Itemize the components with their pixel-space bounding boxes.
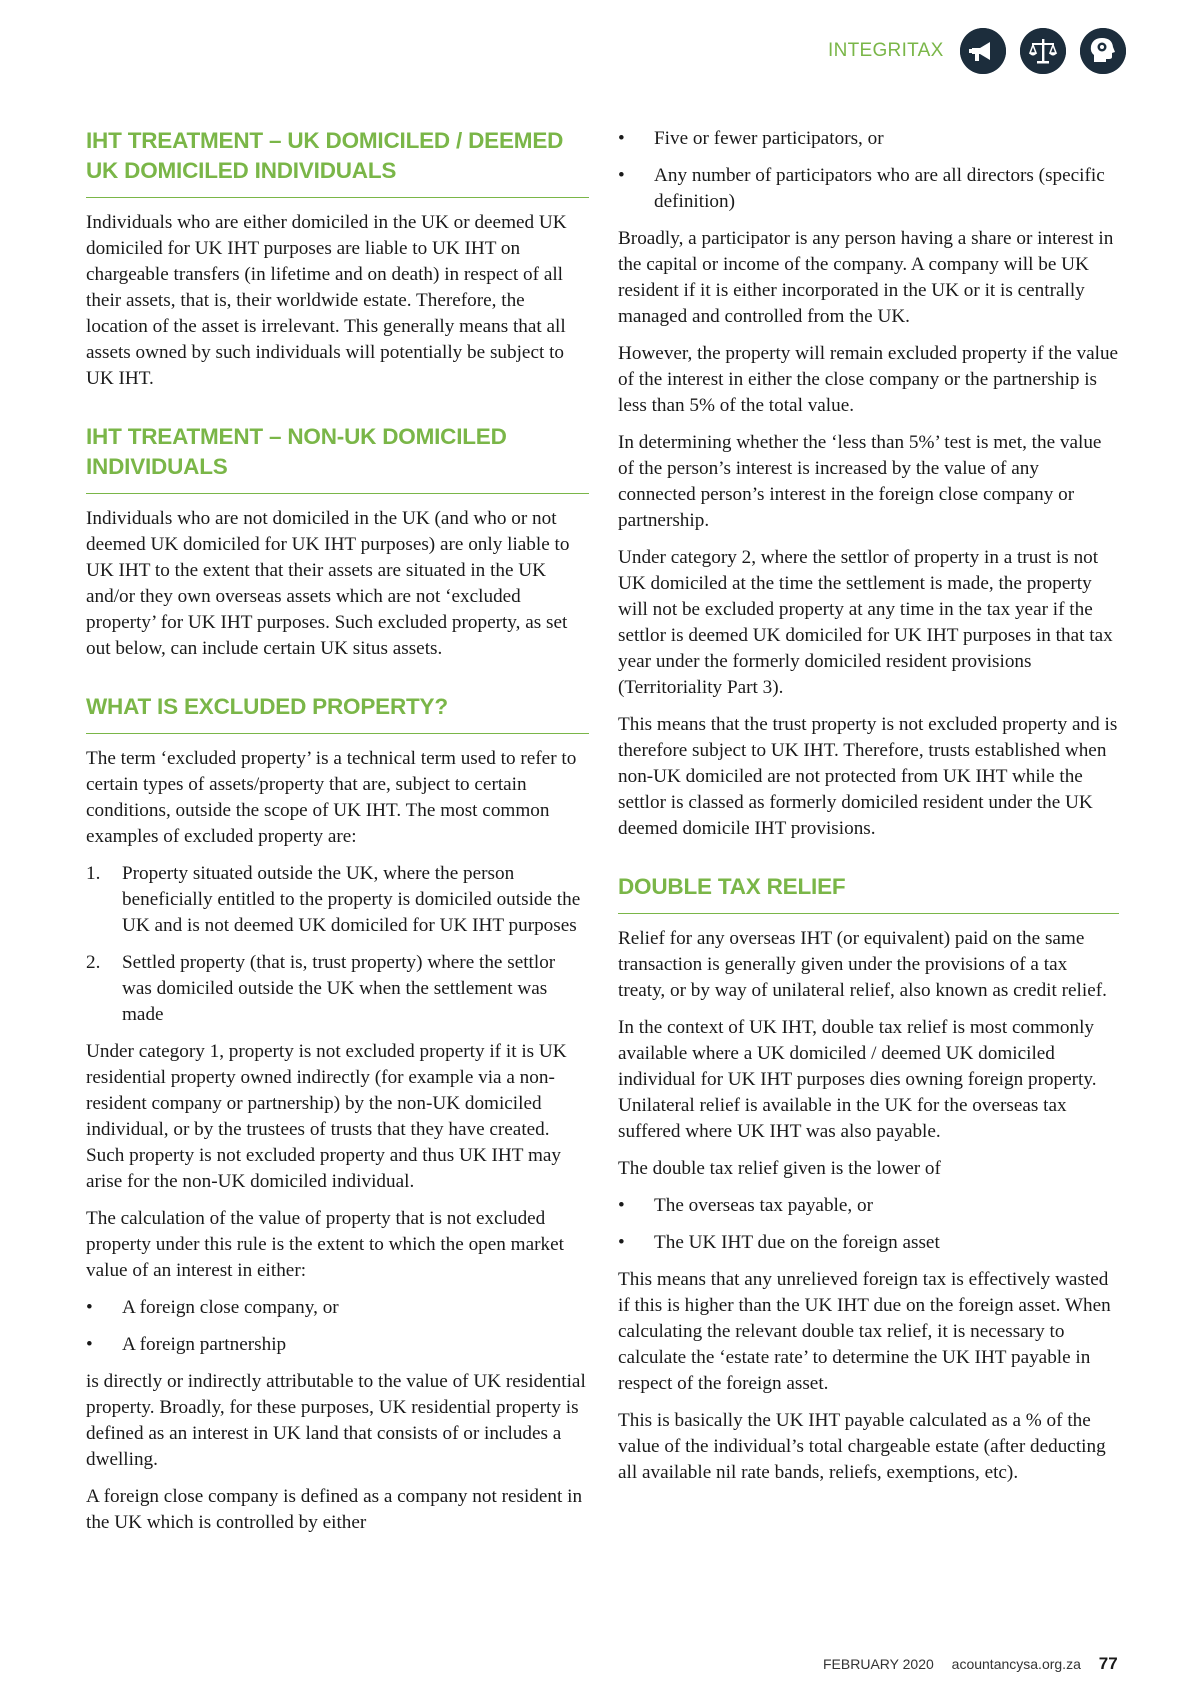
list-item: 1. Property situated outside the UK, where the person beneficially entitled to the property is domiciled outside the UK and is not deemed UK domiciled for UK IHT purposes [86, 863, 581, 936]
paragraph: The term ‘excluded property’ is a technical term used to refer to certain types of assets/property that are, subject to certain conditions, outside the scope of UK IHT. The most common examples of excluded property are: [86, 748, 577, 847]
paragraph: Individuals who are either domiciled in the UK or deemed UK domiciled for UK IHT purposes are liable to UK IHT on chargeable transfers (in lifetime and on death) in respect of all their assets, that is, their worldwide estate. Therefore, the location of the asset is irrelevant. This generally means that all assets owned by such individuals will potentially be subject to UK IHT. [86, 212, 567, 389]
heading-double-tax-relief: DOUBLE TAX RELIEF [618, 872, 1119, 914]
page-footer [823, 1654, 1118, 1674]
paragraph: This means that any unrelieved foreign tax is effectively wasted if this is higher than the UK IHT due on the foreign asset. When calculating the relevant double tax relief, it is necessary to calculate the ‘estate rate’ to determine the UK IHT payable in respect of the foreign asset. [618, 1269, 1111, 1394]
paragraph: The double tax relief given is the lower of [618, 1158, 941, 1179]
paragraph: This means that the trust property is not excluded property and is therefore subject to UK IHT. Therefore, trusts established when non-UK domiciled are not protected from UK IHT while the settlor is classed as formerly domiciled resident under the UK deemed domicile IHT provisions. [618, 714, 1118, 839]
page-number: 77 [1098, 1654, 1118, 1673]
right-column [618, 126, 1119, 1497]
list-item: • Five or fewer participators, or [618, 126, 1119, 152]
list-item: • A foreign close company, or [86, 1295, 589, 1321]
paragraph: In determining whether the ‘less than 5%’ test is met, the value of the person’s interest is increased by the value of any connected person’s interest in the foreign close company or partnership. [618, 432, 1102, 531]
scales-icon [1020, 28, 1066, 74]
numbered-list [86, 861, 589, 1028]
brand-label: INTEGRITAX [828, 40, 944, 61]
paragraph: Under category 2, where the settlor of property in a trust is not UK domiciled at the time the settlement is made, the property will not be excluded property at any time in the tax year if the settlor is deemed UK domiciled for UK IHT purposes in that tax year under the formerly domiciled resident provisions (Territoriality Part 3). [618, 547, 1113, 698]
paragraph: Under category 1, property is not excluded property if it is UK residential property owned indirectly (for example via a non-resident company or partnership) by the non-UK domiciled individual, or by the trustees of trusts that they have created. Such property is not excluded property and thus UK IHT may arise for the non-UK domiciled individual. [86, 1041, 567, 1192]
paragraph: is directly or indirectly attributable to the value of UK residential property. Broadly, for these purposes, UK residential property is defined as an interest in UK land that consists of or includes a dwelling. [86, 1371, 586, 1470]
bullet-icon: • [618, 1195, 625, 1216]
list-item: • The overseas tax payable, or [618, 1193, 1119, 1219]
list-item: • A foreign partnership [86, 1332, 589, 1358]
bullet-list [86, 1295, 589, 1358]
head-gear-icon [1080, 28, 1126, 74]
paragraph: This is basically the UK IHT payable calculated as a % of the value of the individual’s total chargeable estate (after deducting all available nil rate bands, reliefs, exemptions, etc). [618, 1410, 1106, 1483]
list-number: 2. [86, 952, 101, 973]
bullet-icon: • [618, 128, 625, 149]
bullet-icon: • [86, 1334, 93, 1355]
bullet-icon: • [86, 1297, 93, 1318]
left-column [86, 126, 589, 1547]
paragraph: Broadly, a participator is any person having a share or interest in the capital or income of the company. A company will be UK resident if it is either incorporated in the UK or it is centrally managed and controlled from the UK. [618, 228, 1114, 327]
website-link[interactable]: acountancysa.org.za [951, 1656, 1081, 1672]
megaphone-icon [960, 28, 1006, 74]
bullet-icon: • [618, 1232, 625, 1253]
heading-excluded-property: WHAT IS EXCLUDED PROPERTY? [86, 692, 589, 734]
list-item: • The UK IHT due on the foreign asset [618, 1230, 1119, 1256]
paragraph: Relief for any overseas IHT (or equivalent) paid on the same transaction is generally given under the provisions of a tax treaty, or by way of unilateral relief, also known as credit relief. [618, 928, 1107, 1001]
paragraph: Individuals who are not domiciled in the UK (and who or not deemed UK domiciled for UK IHT purposes) are only liable to UK IHT to the extent that their assets are situated in the UK and/or they own overseas assets which are not ‘excluded property’ for UK IHT purposes. Such excluded property, as set out below, can include certain UK situs assets. [86, 508, 570, 659]
list-item: • Any number of participators who are all directors (specific definition) [618, 165, 1105, 212]
bullet-list [618, 1193, 1119, 1256]
paragraph: In the context of UK IHT, double tax relief is most commonly available where a UK domiciled / deemed UK domiciled individual for UK IHT purposes dies owning foreign property. Unilateral relief is available in the UK for the overseas tax suffered where UK IHT was also payable. [618, 1017, 1097, 1142]
bullet-list [618, 126, 1119, 215]
bullet-icon: • [618, 165, 625, 186]
list-item: 2. Settled property (that is, trust property) where the settlor was domiciled outside the UK when the settlement was made [86, 952, 556, 1025]
paragraph: However, the property will remain excluded property if the value of the interest in either the close company or the partnership is less than 5% of the total value. [618, 343, 1119, 416]
list-number: 1. [86, 863, 101, 884]
heading-non-uk-domiciled: IHT TREATMENT – NON-UK DOMICILED INDIVIDUALS [86, 422, 589, 494]
paragraph: The calculation of the value of property that is not excluded property under this rule is the extent to which the open market value of an interest in either: [86, 1208, 564, 1281]
heading-uk-domiciled: IHT TREATMENT – UK DOMICILED / DEEMED UK DOMICILED INDIVIDUALS [86, 126, 589, 198]
issue-date: FEBRUARY 2020 [823, 1656, 934, 1672]
paragraph: A foreign close company is defined as a company not resident in the UK which is controlled by either [86, 1486, 583, 1533]
